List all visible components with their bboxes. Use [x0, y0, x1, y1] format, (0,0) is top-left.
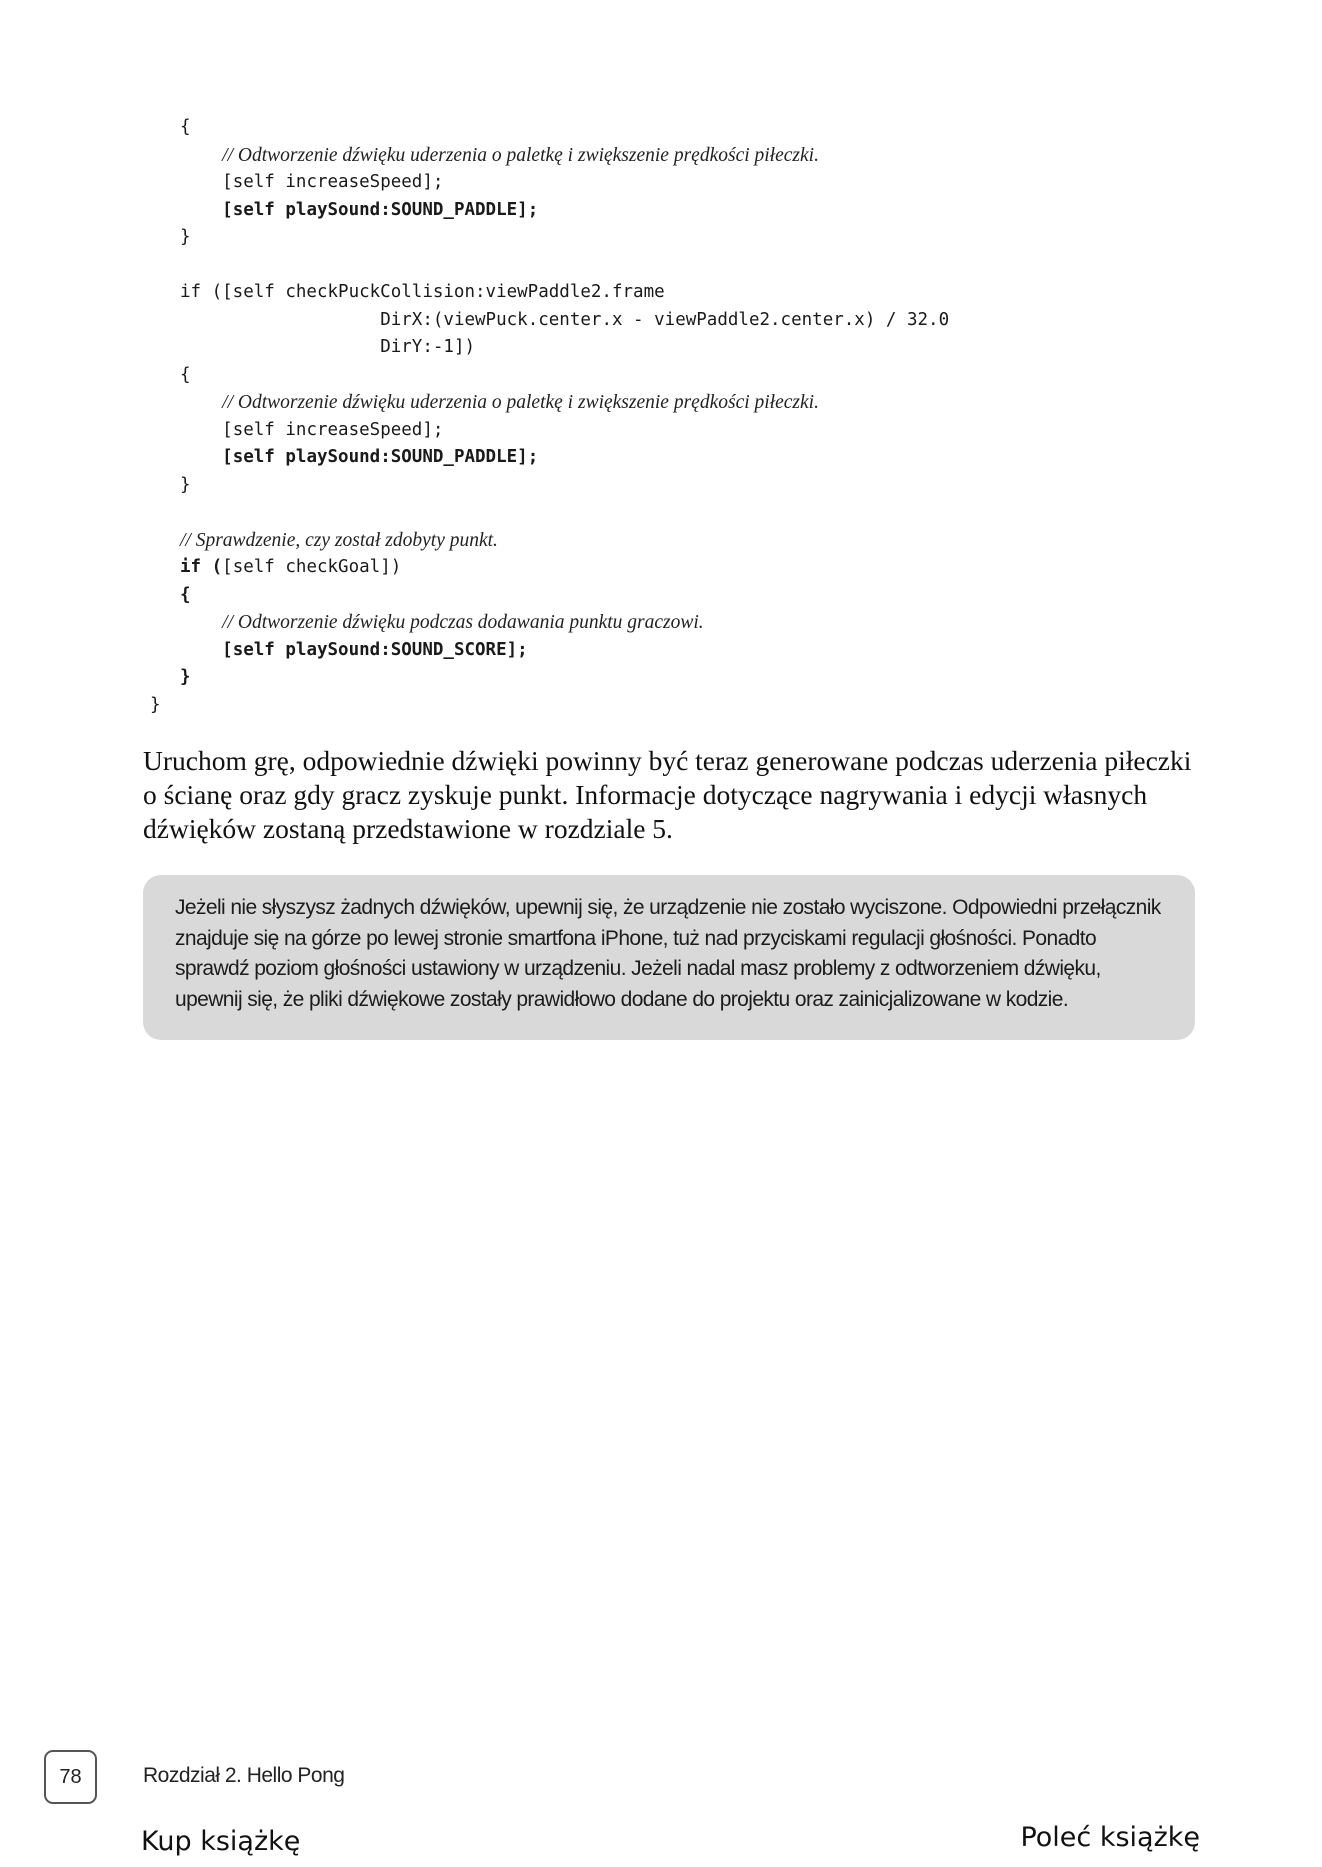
code-line-blank — [180, 499, 1180, 527]
code-line — [180, 417, 1180, 445]
code-text: DirY:-1]) — [380, 337, 476, 357]
code-text: [self increaseSpeed]; — [222, 172, 444, 192]
code-listing — [150, 114, 1180, 719]
code-line — [180, 637, 1180, 665]
code-line-blank — [180, 252, 1180, 280]
page-number — [44, 1750, 97, 1804]
code-comment: // Odtworzenie dźwięku uderzenia o paletkę i zwiększenie prędkości piłeczki. — [222, 144, 819, 166]
code-line — [180, 582, 1180, 610]
code-text: } — [150, 694, 161, 715]
code-line — [180, 142, 1180, 170]
code-line — [180, 114, 1180, 142]
code-line — [180, 169, 1180, 197]
code-text: DirX:(viewPuck.center.x - viewPaddle2.center.x) / 32.0 — [380, 309, 950, 330]
note-text: Jeżeli nie słyszysz żadnych dźwięków, upewnij się, że urządzenie nie zostało wyciszone. Odpowiedni przełącznik znajduje się na górze po lewej stronie smartfona iPhone, tuż nad przyciskami regulacji głośności. Ponadto sprawdź poziom głośności ustawiony w urządzeniu. Jeżeli nadal masz problemy z odtworzeniem dźwięku, upewnij się, że pliki dźwiękowe zostały prawidłowo dodane do projektu oraz zainicjalizowane w kodzie. — [175, 896, 1161, 1011]
code-text: { — [180, 364, 191, 385]
code-text-bold: [self playSound:SOUND_PADDLE]; — [222, 447, 539, 467]
buy-book-link[interactable]: Kup książkę — [141, 1826, 301, 1857]
code-line — [180, 307, 1180, 335]
code-text-bold: [self playSound:SOUND_PADDLE]; — [222, 199, 539, 220]
code-line — [180, 444, 1180, 472]
code-text-if: if ([self checkGoal]) — [180, 557, 402, 577]
code-text-bold: { — [180, 584, 191, 605]
code-line — [180, 279, 1180, 307]
page-number-text: 78 — [59, 1765, 82, 1788]
code-line — [180, 664, 1180, 692]
code-text: } — [180, 227, 191, 247]
code-text: } — [180, 474, 191, 495]
code-comment: // Odtworzenie dźwięku uderzenia o paletkę i zwiększenie prędkości piłeczki. — [222, 392, 819, 413]
code-comment: // Odtworzenie dźwięku podczas dodawania punktu graczowi. — [222, 612, 704, 633]
code-line — [180, 362, 1180, 390]
code-line — [180, 527, 1180, 555]
code-text: if ([self checkPuckCollision:viewPaddle2.frame — [180, 282, 665, 302]
code-line — [180, 334, 1180, 362]
code-text-bold: [self playSound:SOUND_SCORE]; — [222, 639, 528, 660]
recommend-book-link[interactable]: Poleć książkę — [1020, 1822, 1200, 1853]
code-comment: // Sprawdzenie, czy został zdobyty punkt. — [180, 529, 498, 551]
code-line — [180, 554, 1180, 582]
body-paragraph: Uruchom grę, odpowiednie dźwięki powinny być teraz generowane podczas uderzenia piłeczki o ścianę oraz gdy gracz zyskuje punkt. Informacje dotyczące nagrywania i edycji własnych dźwięków zostaną przedstawione w rozdziale 5. — [143, 745, 1192, 844]
code-text: { — [180, 117, 191, 137]
code-line — [180, 609, 1180, 637]
running-footer-chapter: Rozdział 2. Hello Pong — [143, 1764, 345, 1787]
code-text-bold: } — [180, 667, 191, 687]
code-line — [180, 472, 1180, 500]
note-box — [143, 875, 1195, 1040]
code-line — [150, 692, 1180, 720]
code-line — [180, 197, 1180, 225]
code-line — [180, 224, 1180, 252]
code-text: [self increaseSpeed]; — [222, 419, 444, 440]
code-line — [180, 389, 1180, 417]
